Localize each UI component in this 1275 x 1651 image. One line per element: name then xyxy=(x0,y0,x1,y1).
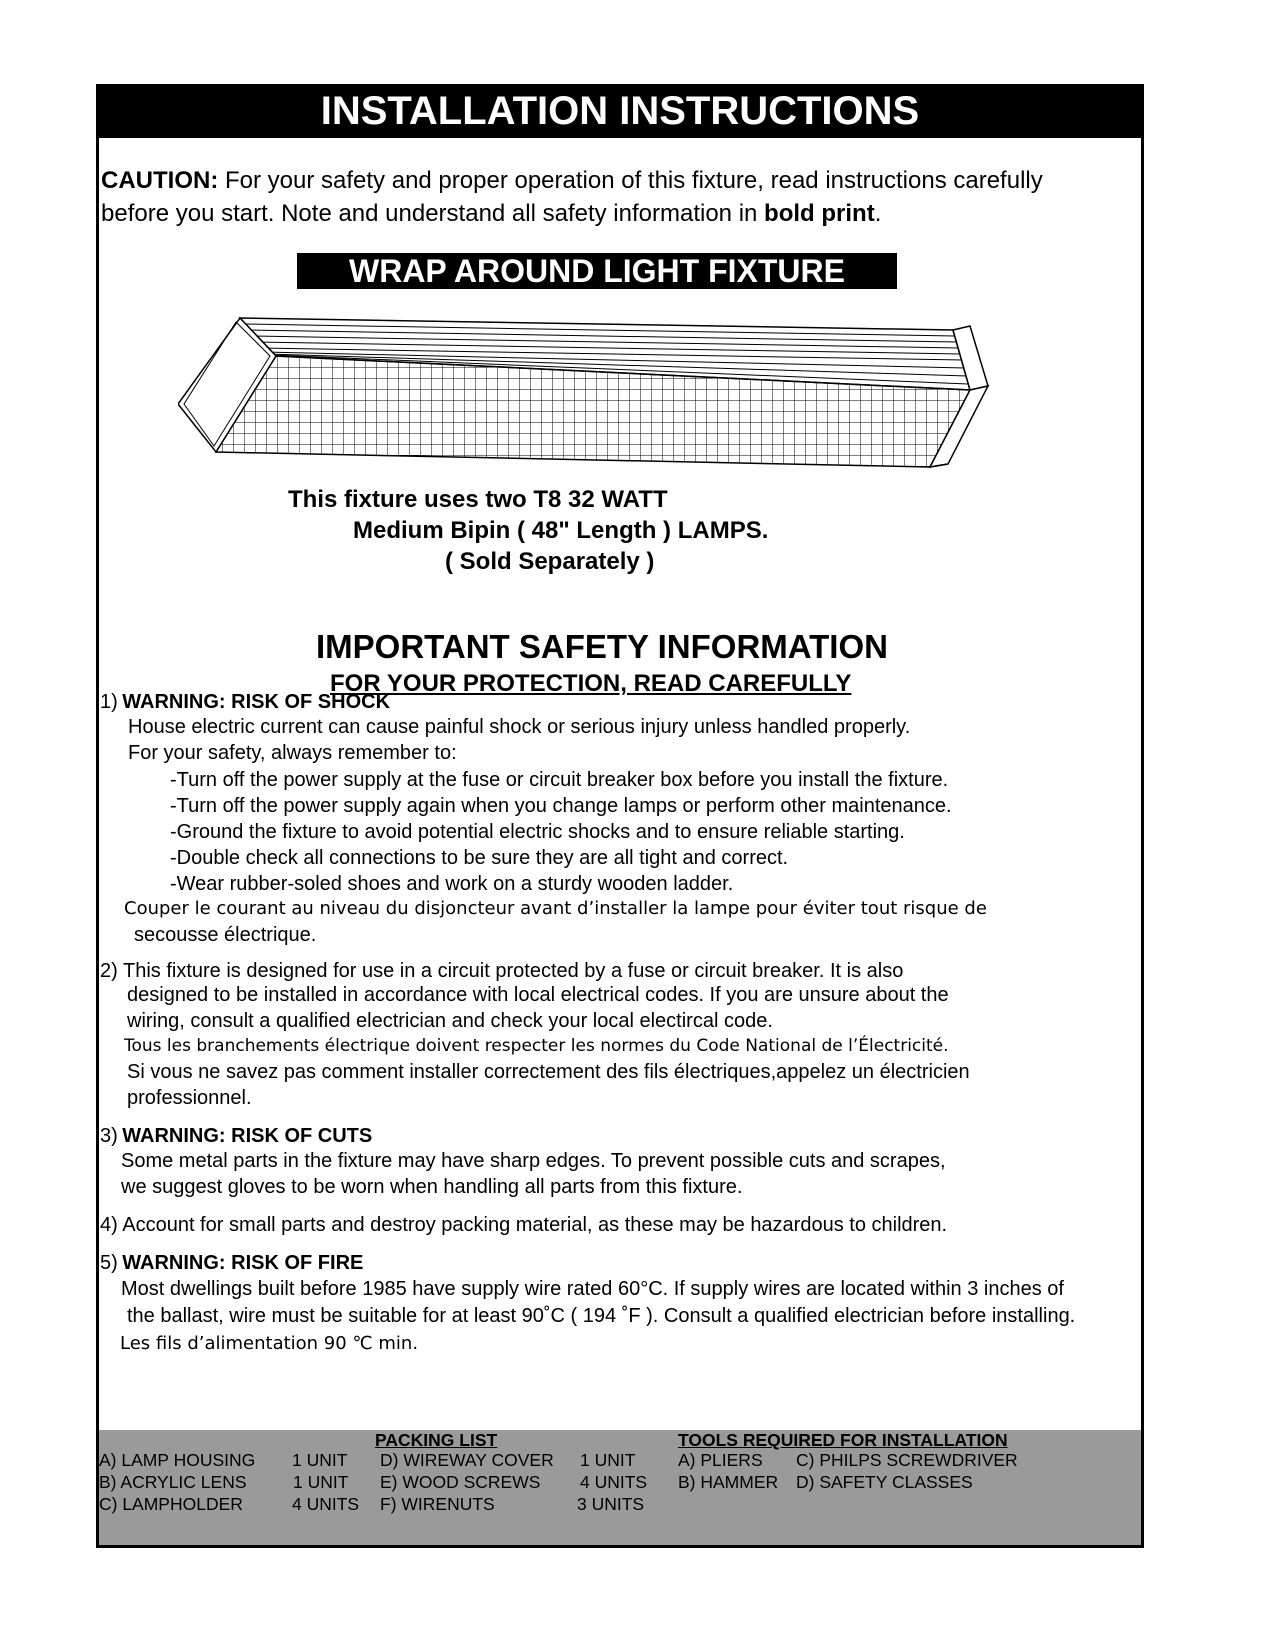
safety-title: IMPORTANT SAFETY INFORMATION xyxy=(316,628,888,665)
item1-line: -Turn off the power supply at the fuse or circuit breaker box before you install the fixture. xyxy=(170,769,949,791)
product-title: WRAP AROUND LIGHT FIXTURE xyxy=(297,253,897,289)
packing-item-name: F) WIRENUTS xyxy=(380,1494,495,1514)
item1-heading xyxy=(100,691,390,714)
item3-heading xyxy=(100,1125,372,1148)
packing-item-name: B) ACRYLIC LENS xyxy=(99,1472,247,1492)
item3-line: we suggest gloves to be worn when handling all parts from this fixture. xyxy=(121,1176,743,1198)
item1-line: -Double check all connections to be sure they are all tight and correct. xyxy=(170,847,789,869)
lamp-info-line1: This fixture uses two T8 32 WATT xyxy=(288,486,668,513)
packing-item-name: D) WIREWAY COVER xyxy=(380,1450,554,1470)
lamp-info-line3: ( Sold Separately ) xyxy=(445,548,655,575)
tool-item: B) HAMMER xyxy=(678,1472,779,1492)
lamp-info-line2: Medium Bipin ( 48" Length ) LAMPS. xyxy=(353,517,769,544)
item2-line: wiring, consult a qualified electrician and check your local electircal code. xyxy=(127,1010,773,1032)
item2-french: Tous les branchements électrique doivent respecter les normes du Code National de l’Électricité. xyxy=(124,1036,949,1056)
caution-text: For your safety and proper operation of this fixture, read instructions carefully before you start. Note and understand all safety information in xyxy=(101,167,1043,227)
packing-list-heading: PACKING LIST xyxy=(375,1430,498,1450)
item5-french: Les fils d’alimentation 90 ℃ min. xyxy=(120,1333,419,1354)
tool-item: D) SAFETY CLASSES xyxy=(796,1472,973,1492)
tool-item: A) PLIERS xyxy=(678,1450,763,1470)
packing-list-panel xyxy=(99,1430,1141,1545)
packing-item-qty: 3 UNITS xyxy=(577,1494,645,1514)
page-title: INSTALLATION INSTRUCTIONS xyxy=(96,84,1144,138)
caution-bold: bold print xyxy=(764,200,875,227)
packing-item-qty: 4 UNITS xyxy=(292,1494,360,1514)
item2-french: Si vous ne savez pas comment installer correctement des fils électriques,appelez un électricien xyxy=(127,1061,970,1083)
packing-item-name: C) LAMPHOLDER xyxy=(99,1494,243,1514)
item1-line: House electric current can cause painful shock or serious injury unless handled properly. xyxy=(128,716,911,738)
item5-num: 5) xyxy=(100,1252,118,1274)
item5-heading xyxy=(100,1252,363,1275)
item4-text: 4) Account for small parts and destroy packing material, as these may be hazardous to children. xyxy=(100,1214,948,1236)
packing-item-qty: 1 UNIT xyxy=(293,1472,349,1492)
caution-label: CAUTION: xyxy=(101,167,219,194)
packing-item-qty: 1 UNIT xyxy=(580,1450,636,1470)
item5-title: WARNING: RISK OF FIRE xyxy=(122,1252,364,1274)
packing-item-name: A) LAMP HOUSING xyxy=(99,1450,256,1470)
item5-line: the ballast, wire must be suitable for at least 90˚C ( 194 ˚F ). Consult a qualified electrician before installing. xyxy=(127,1305,1076,1327)
item2-line: 2) This fixture is designed for use in a circuit protected by a fuse or circuit breaker. It is also xyxy=(100,960,904,982)
item2-line: designed to be installed in accordance with local electrical codes. If you are unsure about the xyxy=(127,984,949,1006)
tool-item: C) PHILPS SCREWDRIVER xyxy=(796,1450,1018,1470)
packing-item-qty: 4 UNITS xyxy=(580,1472,648,1492)
item1-line: For your safety, always remember to: xyxy=(128,742,457,764)
item2-french: professionnel. xyxy=(127,1087,252,1109)
packing-item-qty: 1 UNIT xyxy=(292,1450,348,1470)
item1-french: Couper le courant au niveau du disjoncteur avant d’installer la lampe pour éviter tout risque de xyxy=(124,898,987,919)
item1-title: WARNING: RISK OF SHOCK xyxy=(122,691,391,713)
item3-title: WARNING: RISK OF CUTS xyxy=(122,1125,373,1147)
item3-line: Some metal parts in the fixture may have sharp edges. To prevent possible cuts and scrapes, xyxy=(121,1150,946,1172)
item1-line: -Wear rubber-soled shoes and work on a sturdy wooden ladder. xyxy=(170,873,734,895)
item1-line: -Turn off the power supply again when you change lamps or perform other maintenance. xyxy=(170,795,952,817)
caution-paragraph xyxy=(101,164,1111,230)
item1-line: -Ground the fixture to avoid potential electric shocks and to ensure reliable starting. xyxy=(170,821,905,843)
item1-num: 1) xyxy=(100,691,118,713)
light-fixture-illustration xyxy=(178,312,1038,502)
packing-item-name: E) WOOD SCREWS xyxy=(380,1472,541,1492)
tools-heading: TOOLS REQUIRED FOR INSTALLATION xyxy=(678,1430,1008,1450)
item1-french: secousse électrique. xyxy=(134,924,317,946)
safety-subtitle: FOR YOUR PROTECTION, READ CAREFULLY xyxy=(330,670,852,697)
item3-num: 3) xyxy=(100,1125,118,1147)
item5-line: Most dwellings built before 1985 have supply wire rated 60°C. If supply wires are located within 3 inches of xyxy=(121,1278,1064,1300)
caution-end: . xyxy=(874,200,882,227)
